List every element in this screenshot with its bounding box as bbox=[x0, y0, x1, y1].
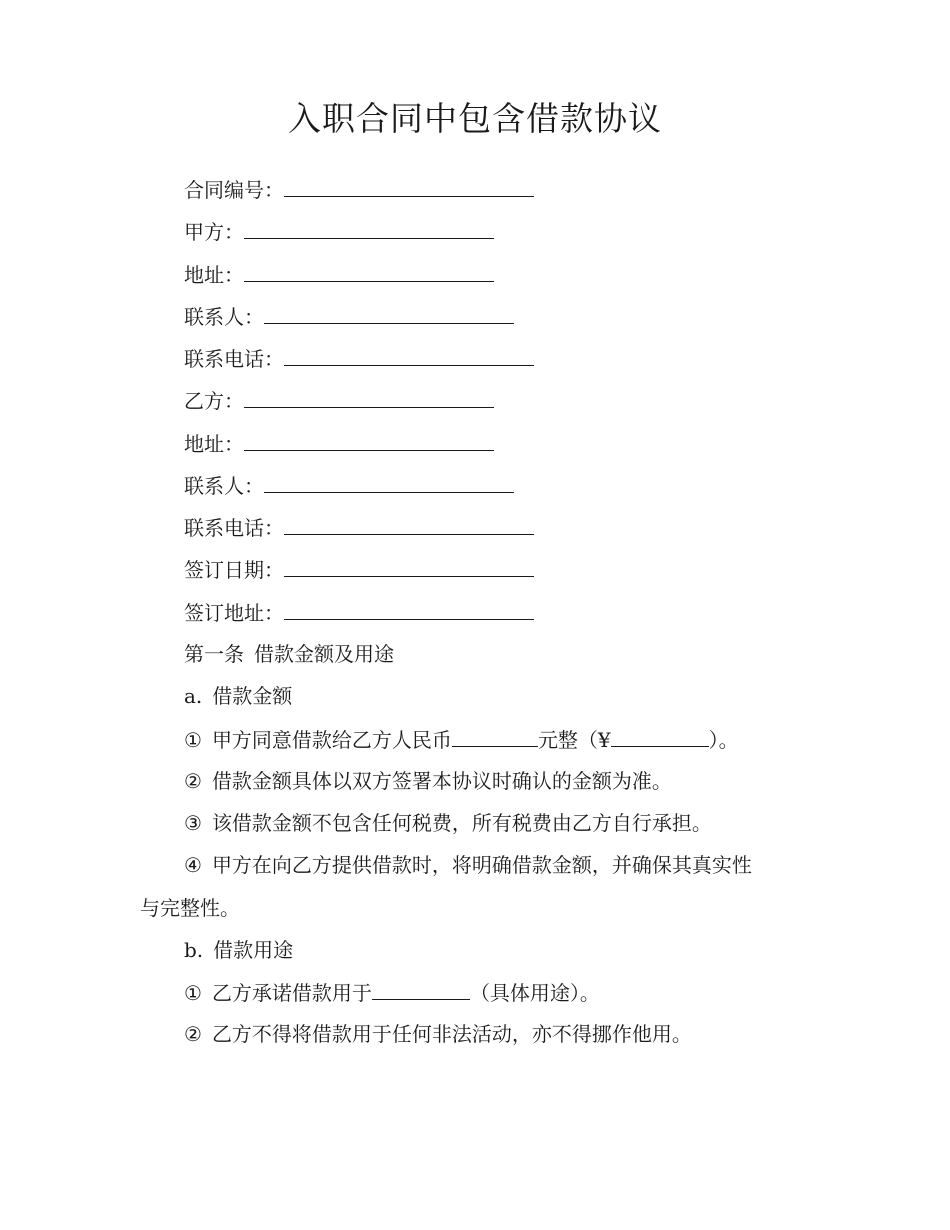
clause-a4 bbox=[184, 850, 752, 880]
field-label: 地址： bbox=[184, 263, 244, 287]
field-party-a bbox=[184, 216, 494, 247]
clause-number: ① bbox=[184, 728, 202, 752]
clause-number: ③ bbox=[184, 811, 202, 835]
field-blank[interactable] bbox=[264, 301, 514, 324]
field-label: 联系人： bbox=[184, 305, 264, 329]
field-phone-b bbox=[184, 512, 534, 543]
clause-number: ② bbox=[184, 769, 202, 793]
field-blank[interactable] bbox=[284, 512, 534, 535]
section-title: 借款用途 bbox=[213, 938, 294, 962]
field-label: 甲方： bbox=[184, 220, 244, 244]
field-phone-a bbox=[184, 343, 534, 374]
section-title: 借款金额 bbox=[212, 684, 293, 708]
field-sign-place bbox=[184, 597, 534, 628]
field-blank[interactable] bbox=[244, 428, 494, 451]
field-party-b bbox=[184, 385, 494, 416]
clause-a2 bbox=[184, 766, 672, 796]
field-contact-a bbox=[184, 301, 514, 332]
article-title: 借款金额及用途 bbox=[254, 642, 394, 666]
section-label: a. bbox=[184, 684, 203, 708]
field-blank[interactable] bbox=[264, 470, 514, 493]
field-label: 乙方： bbox=[184, 389, 244, 413]
field-blank[interactable] bbox=[284, 554, 534, 577]
clause-text: （具体用途）。 bbox=[469, 981, 600, 1005]
clause-text: 该借款金额不包含任何税费，所有税费由乙方自行承担。 bbox=[211, 811, 712, 835]
clause-b1 bbox=[184, 977, 600, 1008]
amount-words-blank[interactable] bbox=[452, 724, 538, 747]
field-label: 签订地址： bbox=[184, 601, 284, 625]
clause-text: 乙方承诺借款用于 bbox=[211, 981, 372, 1005]
field-blank[interactable] bbox=[244, 216, 494, 239]
section-b-heading bbox=[184, 935, 293, 965]
section-label: b. bbox=[184, 938, 204, 962]
field-label: 地址： bbox=[184, 432, 244, 456]
field-blank[interactable] bbox=[244, 259, 494, 282]
clause-text: 借款金额具体以双方签署本协议时确认的金额为准。 bbox=[211, 769, 672, 793]
field-blank[interactable] bbox=[284, 343, 534, 366]
document-title: 入职合同中包含借款协议 bbox=[288, 99, 662, 138]
field-label: 签订日期： bbox=[184, 558, 284, 582]
field-label: 联系电话： bbox=[184, 516, 284, 540]
field-sign-date bbox=[184, 554, 534, 585]
clause-number: ② bbox=[184, 1022, 202, 1046]
clause-number: ④ bbox=[184, 853, 202, 877]
purpose-blank[interactable] bbox=[372, 977, 470, 1000]
amount-figure-blank[interactable] bbox=[611, 724, 709, 747]
clause-b2 bbox=[184, 1019, 692, 1049]
field-contract-number bbox=[184, 174, 534, 205]
field-address-b bbox=[184, 428, 494, 459]
clause-text: 甲方在向乙方提供借款时，将明确借款金额，并确保其真实性 bbox=[211, 853, 752, 877]
field-address-a bbox=[184, 259, 494, 290]
field-contact-b bbox=[184, 470, 514, 501]
field-blank[interactable] bbox=[284, 174, 534, 197]
clause-a3 bbox=[184, 808, 712, 838]
clause-a4-continuation: 与完整性。 bbox=[140, 896, 240, 920]
clause-number: ① bbox=[184, 981, 202, 1005]
field-label: 联系电话： bbox=[184, 347, 284, 371]
clause-text: ）。 bbox=[708, 728, 739, 752]
article-number: 第一条 bbox=[184, 642, 244, 666]
section-a-heading bbox=[184, 681, 292, 711]
clause-text: 甲方同意借款给乙方人民币 bbox=[211, 728, 452, 752]
clause-text: 元整（¥ bbox=[537, 728, 611, 752]
field-blank[interactable] bbox=[244, 385, 494, 408]
clause-a1 bbox=[184, 724, 739, 755]
field-label: 合同编号： bbox=[184, 178, 284, 202]
article-1-heading bbox=[184, 639, 394, 669]
field-label: 联系人： bbox=[184, 474, 264, 498]
field-blank[interactable] bbox=[284, 597, 534, 620]
clause-text: 乙方不得将借款用于任何非法活动，亦不得挪作他用。 bbox=[211, 1022, 692, 1046]
